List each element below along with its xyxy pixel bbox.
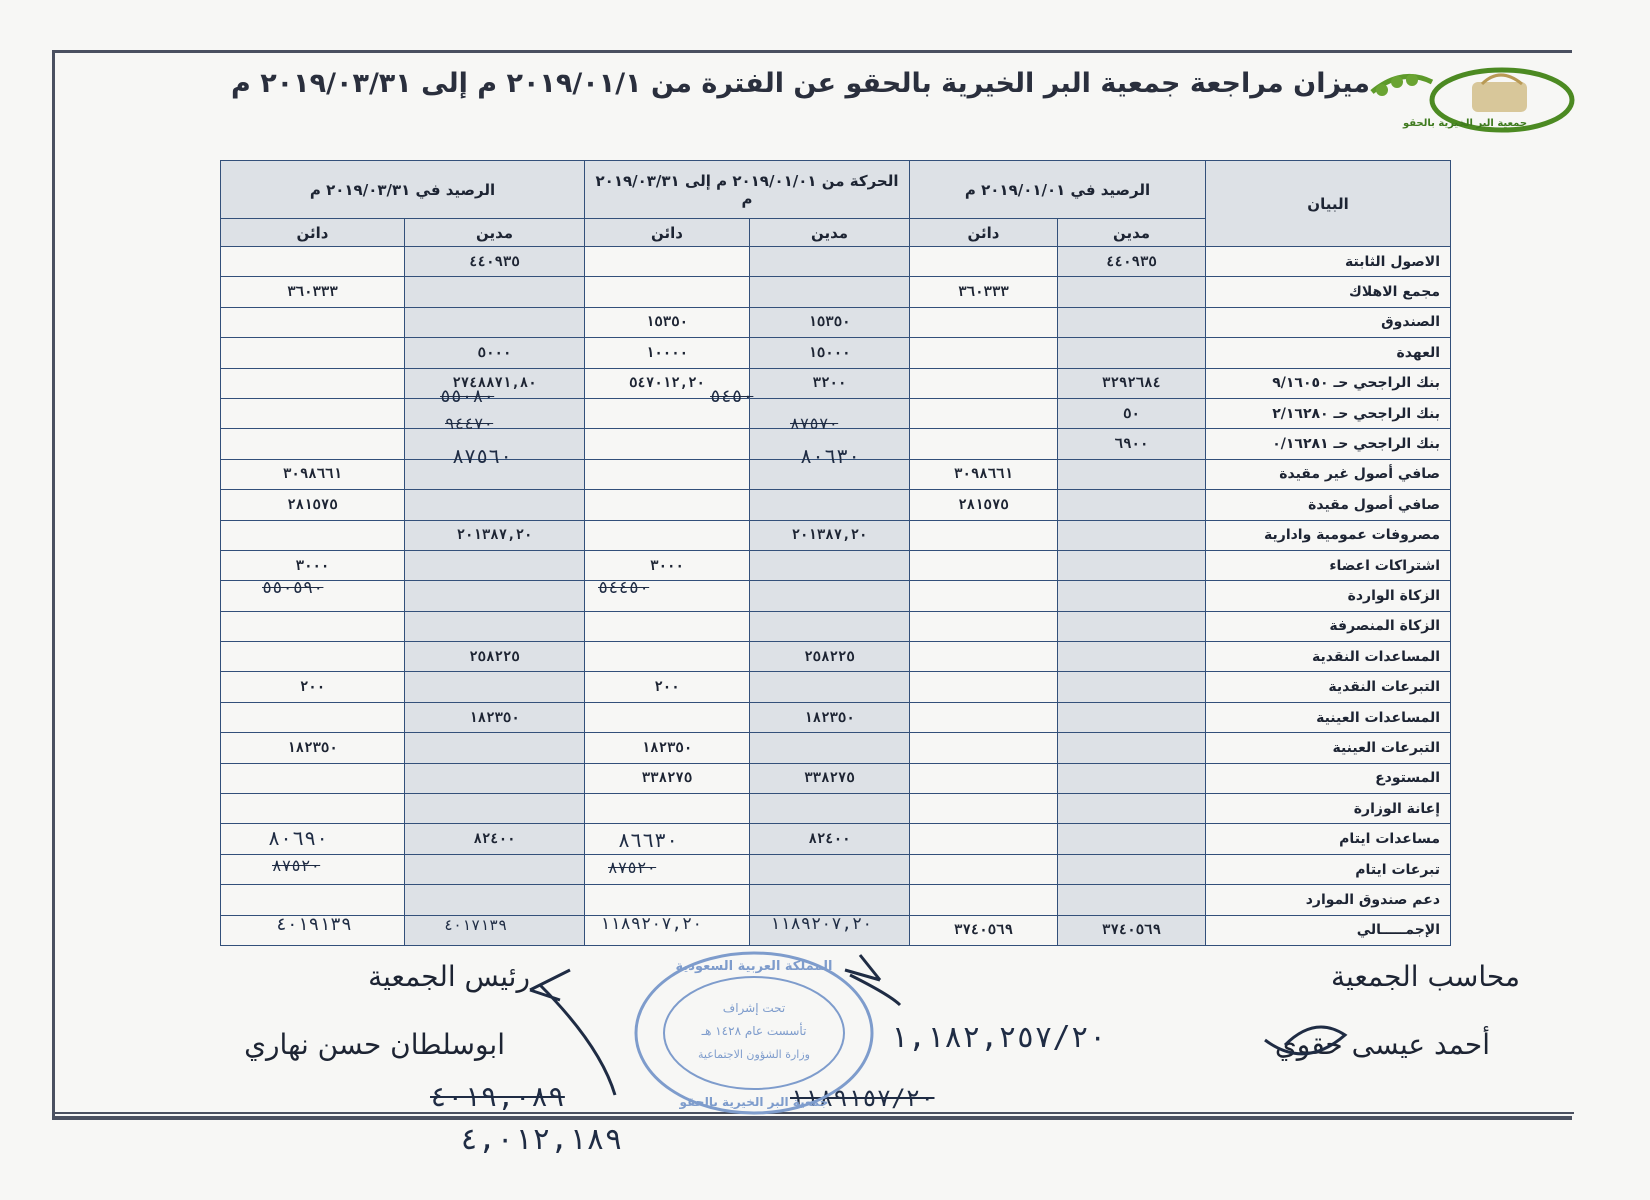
cell-oc [910, 611, 1058, 641]
cell-oc [910, 794, 1058, 824]
cell-od [1058, 550, 1206, 580]
cell-mc [585, 490, 750, 520]
row-label: التبرعات العينية [1206, 733, 1451, 763]
stamp-line1: تحت إشراف [722, 1001, 786, 1015]
hw-bank2-closing-debit: ٥٥٠٨٠ [440, 386, 495, 407]
cell-cd [405, 672, 585, 702]
cell-mc [585, 247, 750, 277]
cell-oc: ٣٠٩٨٦٦١ [910, 459, 1058, 489]
header-opening-balance: الرصيد في ٢٠١٩/٠١/٠١ م [910, 161, 1206, 219]
header-movement-debit: مدين [750, 219, 910, 247]
cell-od [1058, 642, 1206, 672]
cell-md: ٢٥٨٢٢٥ [750, 642, 910, 672]
cell-od [1058, 581, 1206, 611]
cell-md: ١٨٢٣٥٠ [750, 702, 910, 732]
cell-cd [405, 550, 585, 580]
cell-oc [910, 733, 1058, 763]
page-title: ميزان مراجعة جمعية البر الخيرية بالحقو عن الفترة من ٢٠١٩/٠١/١ م إلى ٢٠١٩/٠٣/٣١ م [231, 68, 1370, 99]
header-closing-debit: مدين [405, 219, 585, 247]
cell-oc [910, 885, 1058, 915]
cell-mc [585, 702, 750, 732]
cell-md [750, 550, 910, 580]
row-label: الزكاة الواردة [1206, 581, 1451, 611]
hw-total-closing-debit: ٤٠١٧١٣٩ [444, 916, 508, 934]
cell-cd: ٢٠١٣٨٧,٢٠ [405, 520, 585, 550]
cell-md [750, 277, 910, 307]
cell-cd [405, 611, 585, 641]
cell-od [1058, 824, 1206, 854]
row-label: مصروفات عمومية وادارية [1206, 520, 1451, 550]
row-label: مساعدات ايتام [1206, 824, 1451, 854]
cell-cc: ١٨٢٣٥٠ [221, 733, 405, 763]
cell-cd [405, 490, 585, 520]
table-row [221, 490, 1451, 520]
table-row [221, 794, 1451, 824]
cell-cd [405, 733, 585, 763]
table-row [221, 368, 1451, 398]
cell-cd [405, 763, 585, 793]
cell-cc [221, 611, 405, 641]
row-label: مجمع الاهلاك [1206, 277, 1451, 307]
cell-cd: ٢٧٤٨٨٧١,٨٠ [405, 368, 585, 398]
header-movement: الحركة من ٢٠١٩/٠١/٠١ م إلى ٢٠١٩/٠٣/٣١ م [585, 161, 910, 219]
stamp-line2: تأسست عام ١٤٢٨ هـ [701, 1024, 807, 1038]
cell-md [750, 247, 910, 277]
row-label: بنك الراجحي حـ ٠/١٦٢٨١ [1206, 429, 1451, 459]
cell-od [1058, 520, 1206, 550]
cell-md: ٨٢٤٠٠ [750, 824, 910, 854]
cell-od [1058, 885, 1206, 915]
table-row [221, 611, 1451, 641]
hw-zakat-closing-credit: ٥٥٠٥٩٠ [262, 578, 324, 598]
hw-note-left: ٤,٠١٢,١٨٩ [460, 1122, 623, 1157]
cell-oc [910, 307, 1058, 337]
table-row [221, 338, 1451, 368]
cell-oc [910, 702, 1058, 732]
cell-cc [221, 702, 405, 732]
cell-md [750, 794, 910, 824]
row-label: تبرعات ايتام [1206, 854, 1451, 884]
cell-cc [221, 520, 405, 550]
hw-orphan-aid-movement-credit: ٨٦٦٣٠ [618, 828, 679, 852]
total-label: الإجمـــــالي [1206, 915, 1451, 945]
cell-cc [221, 429, 405, 459]
cell-md: ٣٣٨٢٧٥ [750, 763, 910, 793]
cell-cd [405, 277, 585, 307]
cell-mc: ١٥٣٥٠ [585, 307, 750, 337]
stamp-line3: وزارة الشؤون الاجتماعية [698, 1048, 810, 1061]
table-row [221, 307, 1451, 337]
cell-oc: ٢٨١٥٧٥ [910, 490, 1058, 520]
table-row [221, 520, 1451, 550]
cell-mc [585, 885, 750, 915]
cell-cd [405, 307, 585, 337]
cell-od: ٣٢٩٢٦٨٤ [1058, 368, 1206, 398]
cell-cc: ٢٠٠ [221, 672, 405, 702]
cell-oc [910, 824, 1058, 854]
cell-cd [405, 854, 585, 884]
cell-md [750, 611, 910, 641]
cell-cc [221, 368, 405, 398]
table-row [221, 277, 1451, 307]
hw-bank2-movement-debit: ٥٤٥٠ [710, 386, 754, 407]
cell-oc: ٣٦٠٣٣٣ [910, 277, 1058, 307]
cell-md [750, 854, 910, 884]
hw-unrestricted-closing-debit: ٨٧٥٦٠ [452, 444, 513, 468]
cell-od: ٦٩٠٠ [1058, 429, 1206, 459]
cell-cd [405, 398, 585, 428]
cell-od [1058, 794, 1206, 824]
cell-mc [585, 611, 750, 641]
row-label: دعم صندوق الموارد [1206, 885, 1451, 915]
cell-oc [910, 398, 1058, 428]
table-row [221, 854, 1451, 884]
cell-mc [585, 429, 750, 459]
cell-cd [405, 581, 585, 611]
cell-oc [910, 763, 1058, 793]
header-opening-debit: مدين [1058, 219, 1206, 247]
cell-md: ٢٠١٣٨٧,٢٠ [750, 520, 910, 550]
cell-od [1058, 611, 1206, 641]
cell-mc: ١٠٠٠٠ [585, 338, 750, 368]
trial-balance-table [220, 160, 1451, 946]
cell-cd: ٨٢٤٠٠ [405, 824, 585, 854]
cell-od [1058, 459, 1206, 489]
association-logo-icon [1352, 62, 1577, 147]
cell-oc [910, 338, 1058, 368]
cell-cd: ٤٤٠٩٣٥ [405, 247, 585, 277]
cell-cd: ١٨٢٣٥٠ [405, 702, 585, 732]
row-label: صافي أصول غير مقيدة [1206, 459, 1451, 489]
cell-cc [221, 763, 405, 793]
cell-md [750, 672, 910, 702]
official-stamp-icon [632, 950, 876, 1116]
hw-note-struck-left: ٤٠١٩,٠٨٩ [430, 1080, 565, 1113]
cell-md: ١٥٠٠٠ [750, 338, 910, 368]
hw-orphan-aid-closing-credit: ٨٠٦٩٠ [268, 826, 329, 850]
hw-total-movement-credit: ١١٨٩٢٠٧,٢٠ [600, 914, 703, 934]
header-closing-balance: الرصيد في ٢٠١٩/٠٣/٣١ م [221, 161, 585, 219]
cell-cc [221, 398, 405, 428]
cell-md [750, 885, 910, 915]
row-label: التبرعات النقدية [1206, 672, 1451, 702]
cell-oc [910, 854, 1058, 884]
cell-od [1058, 733, 1206, 763]
cell-md [750, 490, 910, 520]
table-row [221, 763, 1451, 793]
cell-oc [910, 429, 1058, 459]
table-row [221, 702, 1451, 732]
table-row [221, 550, 1451, 580]
header-movement-credit: دائن [585, 219, 750, 247]
header-opening-credit: دائن [910, 219, 1058, 247]
table-row [221, 581, 1451, 611]
stamp-outer: المملكة العربية السعودية [675, 959, 833, 974]
cell-mc [585, 459, 750, 489]
cell-mc: ٢٠٠ [585, 672, 750, 702]
table-row [221, 642, 1451, 672]
cell-cd: ٢٥٨٢٢٥ [405, 642, 585, 672]
cell-mc [585, 794, 750, 824]
cell-od [1058, 277, 1206, 307]
cell-od [1058, 307, 1206, 337]
cell-cc: ٢٨١٥٧٥ [221, 490, 405, 520]
cell-od [1058, 672, 1206, 702]
logo-caption: جمعية البر الخيرية بالحقو [1402, 118, 1528, 129]
hw-bank3-closing-debit: ٩٤٤٧٠ [445, 414, 494, 433]
cell-mc [585, 520, 750, 550]
cell-cc: ٣٠٠٠ [221, 550, 405, 580]
hw-note-right: ١,١٨٢,٢٥٧/٢٠ [890, 1020, 1107, 1055]
total-opening-debit: ٣٧٤٠٥٦٩ [1058, 915, 1206, 945]
hw-unrestricted-movement-debit: ٨٠٦٣٠ [800, 444, 861, 468]
cell-mc: ٣٣٨٢٧٥ [585, 763, 750, 793]
row-label: بنك الراجحي حـ ٩/١٦٠٥٠ [1206, 368, 1451, 398]
cell-oc [910, 520, 1058, 550]
header-statement: البيان [1206, 161, 1451, 247]
stamp-bottom: جمعية البر الخيرية بالحقو [679, 1095, 829, 1109]
header-closing-credit: دائن [221, 219, 405, 247]
row-label: المساعدات النقدية [1206, 642, 1451, 672]
cell-od [1058, 338, 1206, 368]
row-label: بنك الراجحي حـ ٢/١٦٢٨٠ [1206, 398, 1451, 428]
table-row [221, 885, 1451, 915]
cell-cd [405, 885, 585, 915]
cell-oc [910, 550, 1058, 580]
total-opening-credit: ٣٧٤٠٥٦٩ [910, 915, 1058, 945]
cell-od: ٥٠ [1058, 398, 1206, 428]
row-label: الزكاة المنصرفة [1206, 611, 1451, 641]
cell-cc [221, 885, 405, 915]
cell-md: ٣٢٠٠ [750, 368, 910, 398]
cell-od [1058, 490, 1206, 520]
row-label: الصندوق [1206, 307, 1451, 337]
cell-mc [585, 642, 750, 672]
cell-mc: ٣٠٠٠ [585, 550, 750, 580]
cell-md [750, 733, 910, 763]
table-row [221, 733, 1451, 763]
cell-od [1058, 763, 1206, 793]
row-label: المساعدات العينية [1206, 702, 1451, 732]
row-label: صافي أصول مقيدة [1206, 490, 1451, 520]
cell-od [1058, 702, 1206, 732]
cell-oc [910, 642, 1058, 672]
cell-cc [221, 642, 405, 672]
row-label: الاصول الثابتة [1206, 247, 1451, 277]
cell-cd: ٥٠٠٠ [405, 338, 585, 368]
row-label: إعانة الوزارة [1206, 794, 1451, 824]
table-row [221, 824, 1451, 854]
hw-orphan-donations-closing-credit: ٨٧٥٢٠ [272, 856, 321, 875]
cell-cc [221, 794, 405, 824]
hw-total-closing-credit: ٤٠١٩١٣٩ [276, 914, 352, 935]
cell-oc [910, 368, 1058, 398]
cell-cc: ٣٠٩٨٦٦١ [221, 459, 405, 489]
cell-mc: ١٨٢٣٥٠ [585, 733, 750, 763]
row-label: اشتراكات اعضاء [1206, 550, 1451, 580]
cell-cc [221, 307, 405, 337]
cell-md [750, 581, 910, 611]
president-title: رئيس الجمعية [368, 960, 530, 993]
president-name: ابوسلطان حسن نهاري [244, 1028, 505, 1061]
cell-cc [221, 247, 405, 277]
table-row [221, 672, 1451, 702]
accountant-title: محاسب الجمعية [1331, 960, 1520, 993]
cell-cc [221, 338, 405, 368]
accountant-name: أحمد عيسى حقوي [1274, 1028, 1490, 1061]
row-label: المستودع [1206, 763, 1451, 793]
table-row [221, 247, 1451, 277]
cell-mc: ٥٤٧٠١٢,٢٠ [585, 368, 750, 398]
row-label: العهدة [1206, 338, 1451, 368]
cell-mc [585, 277, 750, 307]
cell-md: ١٥٣٥٠ [750, 307, 910, 337]
cell-od [1058, 854, 1206, 884]
cell-oc [910, 581, 1058, 611]
cell-od: ٤٤٠٩٣٥ [1058, 247, 1206, 277]
cell-oc [910, 672, 1058, 702]
cell-cc: ٣٦٠٣٣٣ [221, 277, 405, 307]
cell-cd [405, 794, 585, 824]
cell-oc [910, 247, 1058, 277]
hw-total-movement-debit: ١١٨٩٢٠٧,٢٠ [770, 914, 873, 934]
hw-bank3-movement-debit: ٨٧٥٧٠ [790, 414, 839, 433]
hw-zakat-movement-credit: ٥٤٤٥٠ [598, 578, 650, 598]
hw-orphan-donations-movement-credit: ٨٧٥٢٠ [608, 858, 657, 877]
hw-note-struck-mid: ١١٨٩١٥٧/٢٠ [790, 1084, 935, 1112]
